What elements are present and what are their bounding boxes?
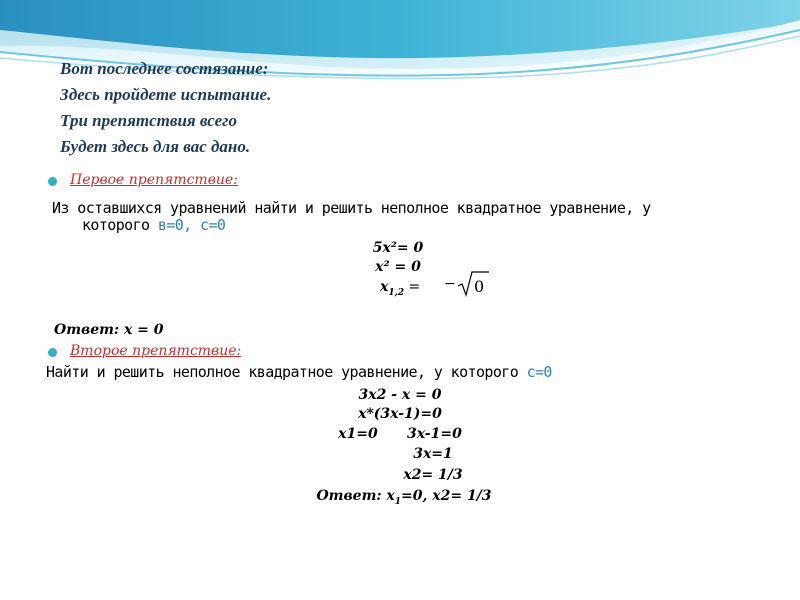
task-line-2-prefix: которого (82, 216, 158, 234)
sqrt-minus: − (444, 276, 456, 292)
obstacle-1-answer: Ответ: x = 0 (54, 322, 164, 338)
solution-line-4: 3x=1 (413, 446, 453, 462)
solution-line-1: 3x2 - x = 0 (358, 387, 442, 403)
obstacle-2-answer (316, 488, 491, 507)
bullet-icon (48, 177, 57, 186)
poem-block (60, 56, 271, 160)
answer-subscript: 1 (394, 496, 402, 507)
solution-line-2: x*(3x-1)=0 (358, 406, 442, 422)
poem-line-2: Здесь пройдете испытание. (60, 85, 272, 104)
obstacle-1-task-line-1: Из оставшихся уравнений найти и решить неполное квадратное уравнение, у (52, 199, 651, 217)
equation-3-subscript: 1,2 (388, 287, 405, 298)
bullet-icon (48, 348, 57, 357)
answer-suffix: =0, x2= 1/3 (401, 488, 492, 504)
coefficients-highlight: в=0, с=0 (157, 216, 226, 234)
sqrt-icon (456, 270, 490, 298)
obstacle-2-title: Второе препятствие: (70, 343, 242, 359)
equation-1: 5x²= 0 (372, 240, 424, 256)
coefficient-highlight: с=0 (526, 363, 552, 381)
solution-line-5: x2= 1/3 (403, 467, 463, 483)
sqrt-argument: 0 (474, 277, 485, 296)
equation-3-var: x (380, 279, 389, 295)
poem-line-3: Три препятствия всего (60, 111, 237, 130)
equation-3-equals: = (404, 279, 421, 295)
equation-2: x² = 0 (375, 259, 421, 275)
poem-line-1: Вот последнее состязание: (60, 59, 269, 78)
sqrt-expression (444, 270, 494, 298)
answer-prefix: Ответ: x (316, 488, 395, 504)
poem-line-4: Будет здесь для вас дано. (60, 137, 251, 156)
solution-line-3: x1=0 3x-1=0 (338, 426, 462, 442)
equation-3 (380, 279, 420, 298)
obstacle-1-task-line-2 (82, 217, 225, 234)
obstacle-2-task (46, 364, 552, 381)
obstacle-2-task-prefix: Найти и решить неполное квадратное уравнение, у которого (46, 363, 527, 381)
obstacle-1-title: Первое препятствие: (70, 172, 238, 188)
